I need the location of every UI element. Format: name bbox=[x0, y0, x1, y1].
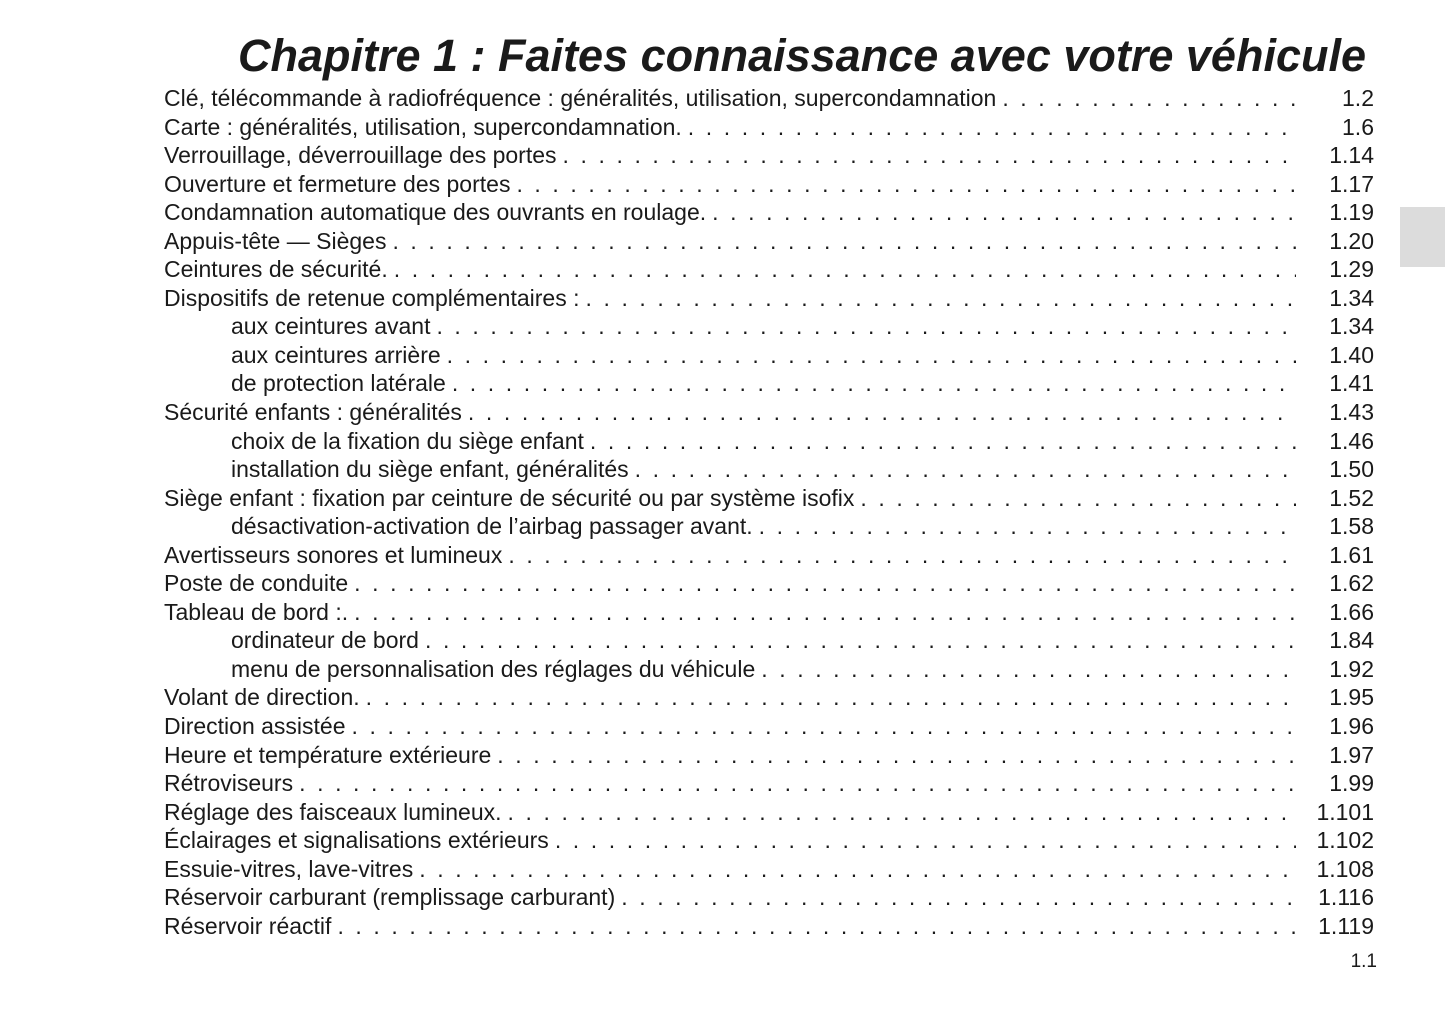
toc-entry-page: 1.50 bbox=[1329, 456, 1374, 483]
toc-entry[interactable] bbox=[164, 798, 1374, 827]
toc-entry[interactable] bbox=[164, 855, 1374, 884]
toc-entry-page: 1.34 bbox=[1329, 313, 1374, 340]
toc-entry[interactable] bbox=[164, 198, 1374, 227]
toc-entry-page: 1.119 bbox=[1318, 912, 1374, 939]
toc-entry-page: 1.102 bbox=[1316, 827, 1374, 854]
toc-dot-leader bbox=[555, 826, 1296, 855]
toc-dot-leader bbox=[1002, 84, 1296, 113]
toc-subentry[interactable] bbox=[164, 455, 1374, 484]
toc-entry[interactable] bbox=[164, 141, 1374, 170]
toc-dot-leader bbox=[688, 113, 1296, 142]
toc-entry-label: Heure et température extérieure bbox=[164, 741, 497, 770]
toc-entry[interactable] bbox=[164, 769, 1374, 798]
toc-dot-leader bbox=[712, 198, 1296, 227]
toc-dot-leader bbox=[635, 455, 1296, 484]
toc-entry-label: installation du siège enfant, généralités bbox=[164, 455, 635, 484]
toc-subentry[interactable] bbox=[164, 427, 1374, 456]
toc-dot-leader bbox=[516, 170, 1296, 199]
toc-entry-label: Ceintures de sécurité. bbox=[164, 255, 394, 284]
toc-entry-page: 1.46 bbox=[1329, 427, 1374, 454]
toc-entry-label: Poste de conduite bbox=[164, 569, 354, 598]
toc-entry-page: 1.52 bbox=[1329, 484, 1374, 511]
toc-dot-leader bbox=[759, 512, 1296, 541]
toc-dot-leader bbox=[299, 769, 1296, 798]
toc-entry-page: 1.97 bbox=[1329, 741, 1374, 768]
toc-entry[interactable] bbox=[164, 255, 1374, 284]
toc-subentry[interactable] bbox=[164, 655, 1374, 684]
toc-dot-leader bbox=[761, 655, 1296, 684]
toc-entry-page: 1.101 bbox=[1316, 798, 1374, 825]
toc-dot-leader bbox=[425, 626, 1296, 655]
toc-entry-page: 1.99 bbox=[1329, 770, 1374, 797]
toc-dot-leader bbox=[337, 912, 1296, 941]
toc-entry-label: Réservoir carburant (remplissage carburant) bbox=[164, 883, 621, 912]
toc-entry-label: choix de la fixation du siège enfant bbox=[164, 427, 590, 456]
toc-entry[interactable] bbox=[164, 569, 1374, 598]
toc-entry-label: aux ceintures arrière bbox=[164, 341, 447, 370]
toc-entry-label: Appuis-tête — Sièges bbox=[164, 227, 392, 256]
toc-subentry[interactable] bbox=[164, 512, 1374, 541]
toc-entry-page: 1.43 bbox=[1329, 399, 1374, 426]
toc-entry-page: 1.40 bbox=[1329, 341, 1374, 368]
toc-entry-label: Volant de direction. bbox=[164, 683, 366, 712]
toc-entry[interactable] bbox=[164, 284, 1374, 313]
toc-entry-label: Direction assistée bbox=[164, 712, 352, 741]
toc-entry-page: 1.108 bbox=[1316, 855, 1374, 882]
toc-entry-label: Ouverture et fermeture des portes bbox=[164, 170, 516, 199]
toc-entry-page: 1.95 bbox=[1329, 684, 1374, 711]
toc-dot-leader bbox=[394, 255, 1296, 284]
chapter-title: Chapitre 1 : Faites connaissance avec votre véhicule bbox=[238, 30, 1366, 81]
toc-entry-label: Siège enfant : fixation par ceinture de sécurité ou par système isofix bbox=[164, 484, 860, 513]
toc-entry-page: 1.84 bbox=[1329, 627, 1374, 654]
toc-entry-label: menu de personnalisation des réglages du véhicule bbox=[164, 655, 761, 684]
toc-entry-label: ordinateur de bord bbox=[164, 626, 425, 655]
toc-dot-leader bbox=[585, 284, 1296, 313]
toc-dot-leader bbox=[508, 541, 1296, 570]
toc-dot-leader bbox=[563, 141, 1296, 170]
toc-dot-leader bbox=[590, 427, 1296, 456]
toc-entry-page: 1.58 bbox=[1329, 513, 1374, 540]
toc-dot-leader bbox=[447, 341, 1296, 370]
toc-entry[interactable] bbox=[164, 741, 1374, 770]
toc-entry-page: 1.62 bbox=[1329, 570, 1374, 597]
toc-subentry[interactable] bbox=[164, 626, 1374, 655]
toc-entry-label: Verrouillage, déverrouillage des portes bbox=[164, 141, 563, 170]
toc-subentry[interactable] bbox=[164, 341, 1374, 370]
toc-entry[interactable] bbox=[164, 170, 1374, 199]
toc-dot-leader bbox=[508, 798, 1296, 827]
toc-entry-label: Avertisseurs sonores et lumineux bbox=[164, 541, 508, 570]
toc-entry-label: Condamnation automatique des ouvrants en roulage. bbox=[164, 198, 712, 227]
toc-entry-label: Réservoir réactif bbox=[164, 912, 337, 941]
toc-entry[interactable] bbox=[164, 712, 1374, 741]
toc-entry-label: de protection latérale bbox=[164, 369, 452, 398]
chapter-tab-marker bbox=[1400, 207, 1445, 267]
toc-entry[interactable] bbox=[164, 541, 1374, 570]
toc-dot-leader bbox=[452, 369, 1296, 398]
toc-dot-leader bbox=[354, 598, 1296, 627]
toc-dot-leader bbox=[436, 312, 1296, 341]
toc-entry-page: 1.41 bbox=[1329, 370, 1374, 397]
toc-dot-leader bbox=[354, 569, 1296, 598]
table-of-contents bbox=[164, 84, 1374, 940]
toc-dot-leader bbox=[468, 398, 1296, 427]
toc-entry-label: Essuie-vitres, lave-vitres bbox=[164, 855, 419, 884]
toc-entry-page: 1.116 bbox=[1318, 884, 1374, 911]
toc-entry-label: Dispositifs de retenue complémentaires : bbox=[164, 284, 585, 313]
toc-subentry[interactable] bbox=[164, 312, 1374, 341]
toc-entry[interactable] bbox=[164, 84, 1374, 113]
toc-entry-page: 1.2 bbox=[1342, 85, 1374, 111]
toc-entry[interactable] bbox=[164, 826, 1374, 855]
toc-entry[interactable] bbox=[164, 113, 1374, 142]
toc-subentry[interactable] bbox=[164, 369, 1374, 398]
toc-entry-page: 1.66 bbox=[1329, 598, 1374, 625]
toc-entry-page: 1.17 bbox=[1329, 170, 1374, 197]
toc-entry-label: Carte : généralités, utilisation, supercondamnation. bbox=[164, 113, 688, 142]
toc-entry-page: 1.34 bbox=[1329, 284, 1374, 311]
toc-entry-label: Réglage des faisceaux lumineux. bbox=[164, 798, 508, 827]
toc-dot-leader bbox=[860, 484, 1296, 513]
toc-entry-label: Tableau de bord :. bbox=[164, 598, 354, 627]
toc-entry-page: 1.61 bbox=[1329, 541, 1374, 568]
page-number: 1.1 bbox=[1350, 951, 1377, 972]
toc-entry-page: 1.29 bbox=[1329, 256, 1374, 283]
toc-entry-page: 1.19 bbox=[1329, 199, 1374, 226]
toc-entry[interactable] bbox=[164, 484, 1374, 513]
toc-entry-page: 1.96 bbox=[1329, 713, 1374, 740]
toc-entry-label: Clé, télécommande à radiofréquence : généralités, utilisation, supercondamnation bbox=[164, 84, 1002, 113]
toc-entry-page: 1.6 bbox=[1342, 113, 1374, 140]
toc-entry[interactable] bbox=[164, 398, 1374, 427]
toc-dot-leader bbox=[392, 227, 1296, 256]
toc-entry-page: 1.20 bbox=[1329, 227, 1374, 254]
toc-entry-label: Sécurité enfants : généralités bbox=[164, 398, 468, 427]
toc-dot-leader bbox=[497, 741, 1296, 770]
toc-entry[interactable] bbox=[164, 598, 1374, 627]
toc-entry-label: désactivation-activation de l’airbag passager avant. bbox=[164, 512, 759, 541]
toc-dot-leader bbox=[352, 712, 1296, 741]
toc-dot-leader bbox=[621, 883, 1296, 912]
toc-entry[interactable] bbox=[164, 912, 1374, 941]
toc-entry-label: Rétroviseurs bbox=[164, 769, 299, 798]
toc-dot-leader bbox=[366, 683, 1296, 712]
toc-entry[interactable] bbox=[164, 683, 1374, 712]
toc-entry[interactable] bbox=[164, 227, 1374, 256]
toc-entry-label: aux ceintures avant bbox=[164, 312, 436, 341]
toc-entry-page: 1.92 bbox=[1329, 655, 1374, 682]
toc-entry-label: Éclairages et signalisations extérieurs bbox=[164, 826, 555, 855]
toc-entry-page: 1.14 bbox=[1329, 142, 1374, 169]
toc-entry[interactable] bbox=[164, 883, 1374, 912]
toc-dot-leader bbox=[419, 855, 1296, 884]
